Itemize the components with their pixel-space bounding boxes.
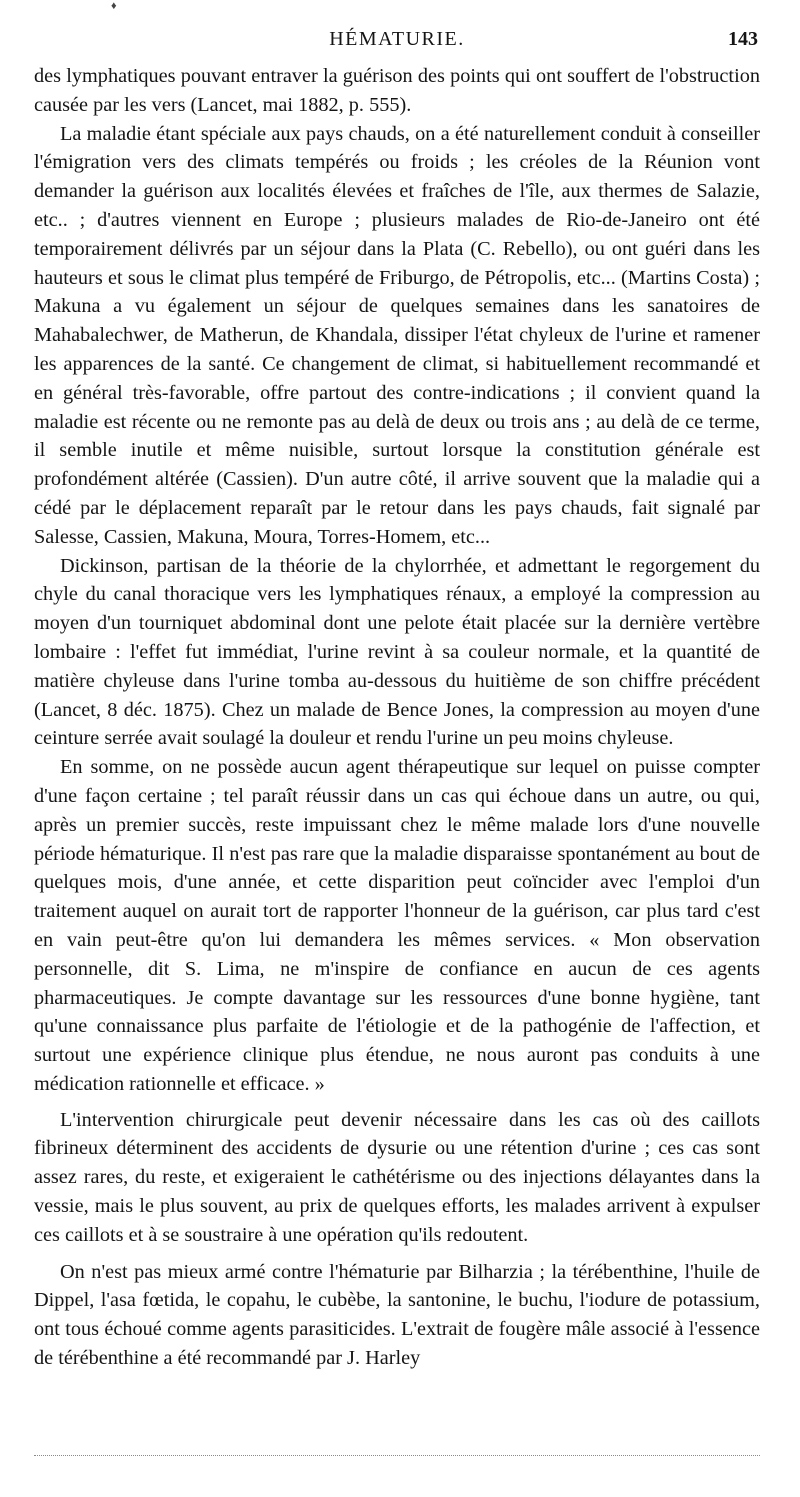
paragraph-emigration: La maladie étant spéciale aux pays chauds, on a été naturellement conduit à conseiller l'émigration vers des climats tempérés ou froids ; les créoles de la Réunion vont demander la guérison aux localités élevées et fraîches de l'île, aux thermes de Salazie, etc.. ; d'autres viennent en Europe ; plusieurs malades de Rio-de-Janeiro ont été temporairement délivrés par un séjour dans la Plata (C. Rebello), ou ont guéri dans les hauteurs et sous le climat plus tempéré de Friburgo, de Pétropolis, etc... (Martins Costa) ; Makuna a vu également un séjour de quelques semaines dans les sanatoires de Mahabalechwer, de Matherun, de Khandala, dissiper l'état chyleux de l'urine et ramener les apparences de la santé. Ce changement de climat, si habituellement recommandé et en général très-favorable, offre partout des contre-indications ; il convient quand la maladie est récente ou ne remonte pas au delà de deux ou trois ans ; au delà de ce terme, il semble inutile et même nuisible, surtout lorsque la constitution générale est profondément altérée (Cassien). D'un autre côté, il arrive souvent que la maladie qui a cédé par le déplacement reparaît par le retour dans les pays chauds, fait signalé par Salesse, Cassien, Makuna, Moura, Torres-Homem, etc... xyxy=(34,122,760,548)
paragraph-intervention: L'intervention chirurgicale peut devenir nécessaire dans les cas où des caillots fibrineux déterminent des accidents de dysurie ou une rétention d'urine ; ces cas sont assez rares, du reste, et exigeraient le cathétérisme ou des injections délayantes dans la vessie, mais le plus souvent, au prix de quelques efforts, les malades arrivent à expulser ces caillots et à se soustraire à une opération qu'ils redoutent. xyxy=(34,1108,760,1246)
body-text xyxy=(34,62,760,1373)
running-title: HÉMATURIE. xyxy=(329,28,465,50)
paragraph-en-somme: En somme, on ne possède aucun agent thérapeutique sur lequel on puisse compter d'une façon certaine ; tel paraît réussir dans un cas qui échoue dans un autre, ou qui, après un premier succès, reste impuissant chez le même malade lors d'une nouvelle période hématurique. Il n'est pas rare que la maladie disparaisse spontanément au bout de quelques mois, d'une année, et cette disparition peut coïncider avec l'emploi d'un traitement auquel on aurait tort de rapporter l'honneur de la guérison, car plus tard c'est en vain peut-être qu'on lui demandera les mêmes services. « Mon observation personnelle, dit S. Lima, ne m'inspire de confiance en aucun de ces agents pharmaceutiques. Je compte davantage sur les ressources d'une bonne hygiène, tant qu'une connaissance plus parfaite de l'étiologie et de la pathogénie de l'affection, et surtout une expérience clinique plus étendue, ne nous auront pas conduits à une médication rationnelle et efficace. » xyxy=(34,756,760,1095)
page-number: 143 xyxy=(728,28,758,50)
paragraph-dickinson: Dickinson, partisan de la théorie de la chylorrhée, et admettant le regorgement du chyle du canal thoracique vers les lymphatiques rénaux, a employé la compression au moyen d'un tourniquet abdominal dont une pelote était placée sur la dernière vertèbre lombaire : l'effet fut immédiat, l'urine revint à sa couleur normale, et la quantité de matière chyleuse dans l'urine tomba au-dessous du huitième de son chiffre précédent (Lancet, 8 déc. 1875). Chez un malade de Bence Jones, la compression au moyen d'une ceinture serrée avait soulagé la douleur et rendu l'urine un peu moins chyleuse. xyxy=(34,554,760,750)
print-mark: ♦ xyxy=(111,0,117,12)
footer-dotted-rule xyxy=(34,1455,760,1456)
paragraph-continuation: des lymphatiques pouvant entraver la guérison des points qui ont souffert de l'obstruction causée par les vers (Lancet, mai 1882, p. 555). xyxy=(34,65,760,116)
page-header xyxy=(34,0,760,62)
paragraph-bilharzia: On n'est pas mieux armé contre l'hématurie par Bilharzia ; la térébenthine, l'huile de Dippel, l'asa fœtida, le copahu, le cubèbe, la santonine, le buchu, l'iodure de potassium, ont tous échoué comme agents parasiticides. L'extrait de fougère mâle associé à l'essence de térébenthine a été recommandé par J. Harley xyxy=(34,1260,760,1370)
